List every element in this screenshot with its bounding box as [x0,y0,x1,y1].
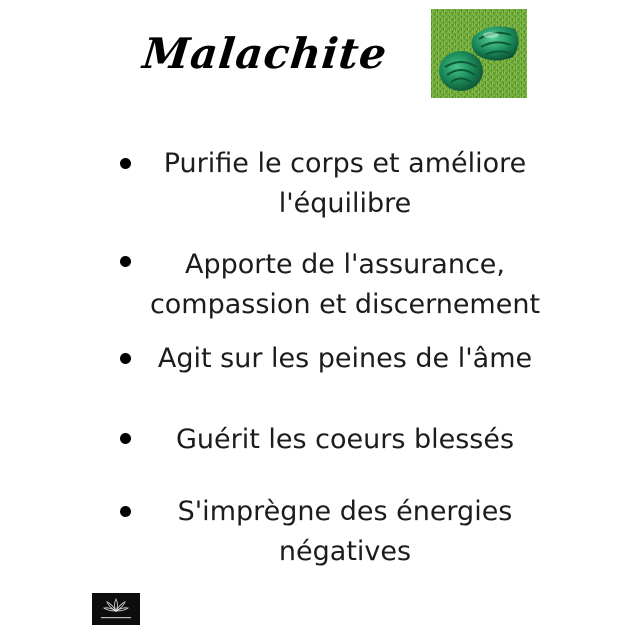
lotus-icon [92,593,140,625]
bullet-line: Agit sur les peines de l'âme [157,343,533,374]
bullet-text-energies [140,492,550,572]
bullet-line: compassion et discernement [149,289,541,320]
bullet-dot [120,506,131,517]
bullet-line: Purifie le corps et améliore [163,148,527,179]
bullet-line: Guérit les coeurs blessés [175,424,515,455]
bullet-line: négatives [278,536,412,567]
bullet-dot [120,158,131,169]
bullet-line: S'imprègne des énergies [177,496,513,527]
brand-logo [92,593,140,625]
bullet-text-assurance [140,245,550,325]
bullet-text-purifie [140,144,550,224]
bullet-line: l'équilibre [278,188,412,219]
malachite-photo [431,9,527,98]
bullet-text-peines [140,339,550,379]
bullet-dot [120,256,131,267]
bullet-dot [120,353,131,364]
bullet-dot [120,433,131,444]
page-title: Malachite [140,29,390,78]
bullet-text-coeurs [140,420,550,460]
bullet-line: Apporte de l'assurance, [185,249,505,280]
malachite-stones-image [431,9,527,98]
